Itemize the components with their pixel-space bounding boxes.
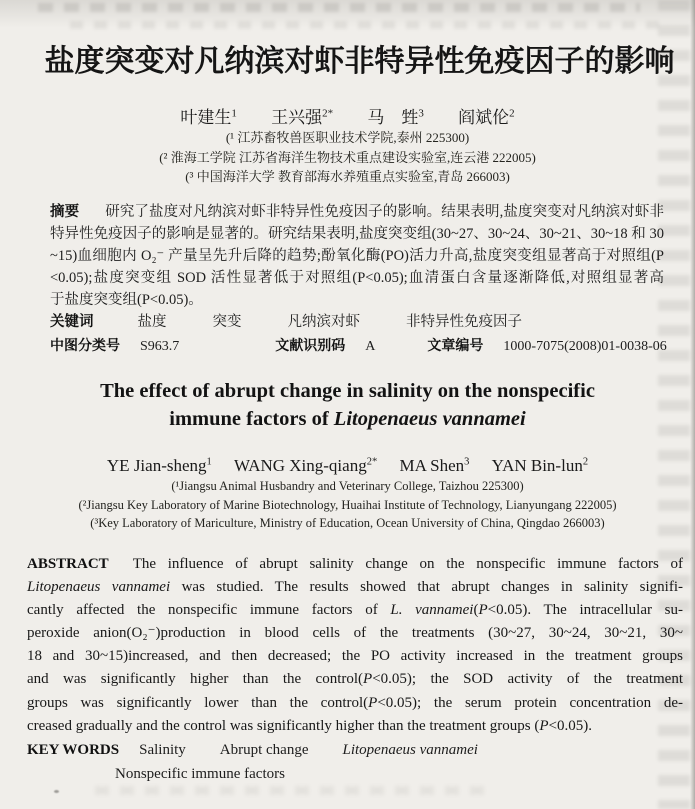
author-affiliation-sup: 3 [464,456,470,467]
keyword-en-species: Litopenaeus vannamei [342,742,478,758]
abstract-cn-line: <0.05);盐度突变组 SOD 活性显著低于对照组(P<0.05);血清蛋白含量逐渐降低,对照组显著高 [50,270,664,286]
document-code-value: A [365,339,376,354]
author-affiliation-sup: 2* [322,107,334,119]
keyword-cn: 突变 [212,314,242,330]
author-affiliation-sup: 2* [366,456,378,467]
abstract-cn [50,201,664,311]
affiliations-en [0,477,695,533]
article-title-en-line2: immune factors of Litopenaeus vannamei [169,408,526,430]
author-en: YAN Bin-lun$^2$ [491,455,589,475]
abstract-en-line: peroxide anion(O₂⁻)production in blood cells of the treatments (30~27, 30~24, 30~21, 30~ [27,625,683,642]
author-cn: 王兴强$^{2*}$ [271,107,334,127]
author-en: WANG Xing-qiang$^{2*}$ [234,455,378,475]
abstract-en-line: 18 and 30~15)increased, and then decreased; the PO activity increased in the treatment groups [27,648,683,665]
author-affiliation-sup: 2 [509,107,515,119]
article-title-en-line1: The effect of abrupt change in salinity on the nonspecific [100,380,595,402]
keywords-en-line2: Nonspecific immune factors [115,765,285,782]
affiliation-en: (¹Jiangsu Animal Husbandry and Veterinary College, Taizhou 225300) [171,479,524,493]
author-en: YE Jian-sheng$^1$ [106,455,212,475]
author-affiliation-sup: 3 [418,107,424,119]
clc-number-value: S963.7 [140,339,180,354]
authors-cn [0,100,695,131]
author-en: MA Shen$^3$ [399,455,470,475]
author-cn: 马 甡$^3$ [367,107,424,127]
abstract-en-line: creased gradually and the control was significantly higher than the treatment groups (P<0.05). [27,717,592,734]
keywords-en-label: KEY WORDS [27,742,120,758]
article-title-en [0,377,695,433]
keyword-cn: 非特异性免疫因子 [406,314,522,330]
abstract-en [27,553,683,738]
affiliation-en: (³Key Laboratory of Mariculture, Ministry of Education, Ocean University of China, Qingdao 266003) [90,516,605,530]
author-affiliation-sup: 1 [231,107,237,119]
clc-number-label: 中图分类号 [50,338,120,354]
keyword-en: Salinity [139,742,186,758]
abstract-en-line: Litopenaeus vannamei was studied. The results showed that abrupt changes in salinity signifi- [27,579,684,596]
keyword-cn: 凡纳滨对虾 [287,314,360,330]
affiliation-cn: (³ 中国海洋大学 教育部海水养殖重点实验室,青岛 266003) [185,169,510,184]
keywords-en-line1 [27,739,683,763]
affiliation-cn: (² 淮海工学院 江苏省海洋生物技术重点建设实验室,连云港 222005) [159,149,536,165]
keywords-cn [50,312,664,332]
keywords-en [27,739,683,786]
keyword-en: Abrupt change [219,742,309,758]
author-affiliation-sup: 1 [206,456,212,467]
abstract-en-label: ABSTRACT [27,556,109,572]
abstract-en-line: groups was significantly lower than the control(P<0.05); the serum protein concentration de- [27,694,683,711]
authors-en [0,449,695,478]
affiliation-en: (²Jiangsu Key Laboratory of Marine Biotechnology, Huaihai Institute of Technology, Lianyungang 222005) [78,497,617,512]
abstract-en-line: cantly affected the nonspecific immune factors of L. vannamei(P<0.05). The intracellular su- [27,602,683,619]
keyword-cn: 盐度 [137,314,167,330]
abstract-cn-line: 于盐度突变组(P<0.05)。 [50,292,203,308]
scan-speck [54,790,59,793]
abstract-cn-line: 特异性免疫因子的影响是显著的。研究结果表明,盐度突变组(30~27、30~24、30~21、30~18 和 30 [50,226,664,242]
document-code-label: 文献识别码 [275,338,346,354]
article-title-cn: 盐度突变对凡纳滨对虾非特异性免疫因子的影响 [44,44,675,79]
author-cn: 阎斌伦$^2$ [458,107,515,127]
species-name: Litopenaeus vannamei [333,408,526,430]
author-cn: 叶建生$^1$ [180,107,237,127]
affiliations-cn [0,128,695,187]
abstract-cn-line: ~15)血细胞内 O₂⁻ 产量呈先升后降的趋势;酚氧化酶(PO)活力升高,盐度突变组显著高于对照组(P [50,248,664,264]
abstract-cn-line: 摘要 研究了盐度对凡纳滨对虾非特异性免疫因子的影响。结果表明,盐度突变对凡纳滨对虾非 [50,204,664,220]
author-affiliation-sup: 2 [582,456,589,467]
affiliation-cn: (¹ 江苏畜牧兽医职业技术学院,泰州 225300) [225,130,470,145]
abstract-en-line: ABSTRACT The influence of abrupt salinity change on the nonspecific immune factors of [27,556,683,572]
scan-bleed-through-top [38,3,640,12]
scan-bleed-through-top-2 [70,21,670,29]
abstract-en-line: and was significantly higher than the control(P<0.05); the SOD activity of the treatment [27,671,683,688]
abstract-cn-label: 摘要 [50,204,80,220]
article-id-label: 文章编号 [427,338,484,354]
article-meta-row [50,336,690,357]
article-id-value: 1000-7075(2008)01-0038-06 [503,339,667,354]
scan-bleed-through-bottom [95,786,495,795]
keywords-cn-label: 关键词 [50,314,94,330]
